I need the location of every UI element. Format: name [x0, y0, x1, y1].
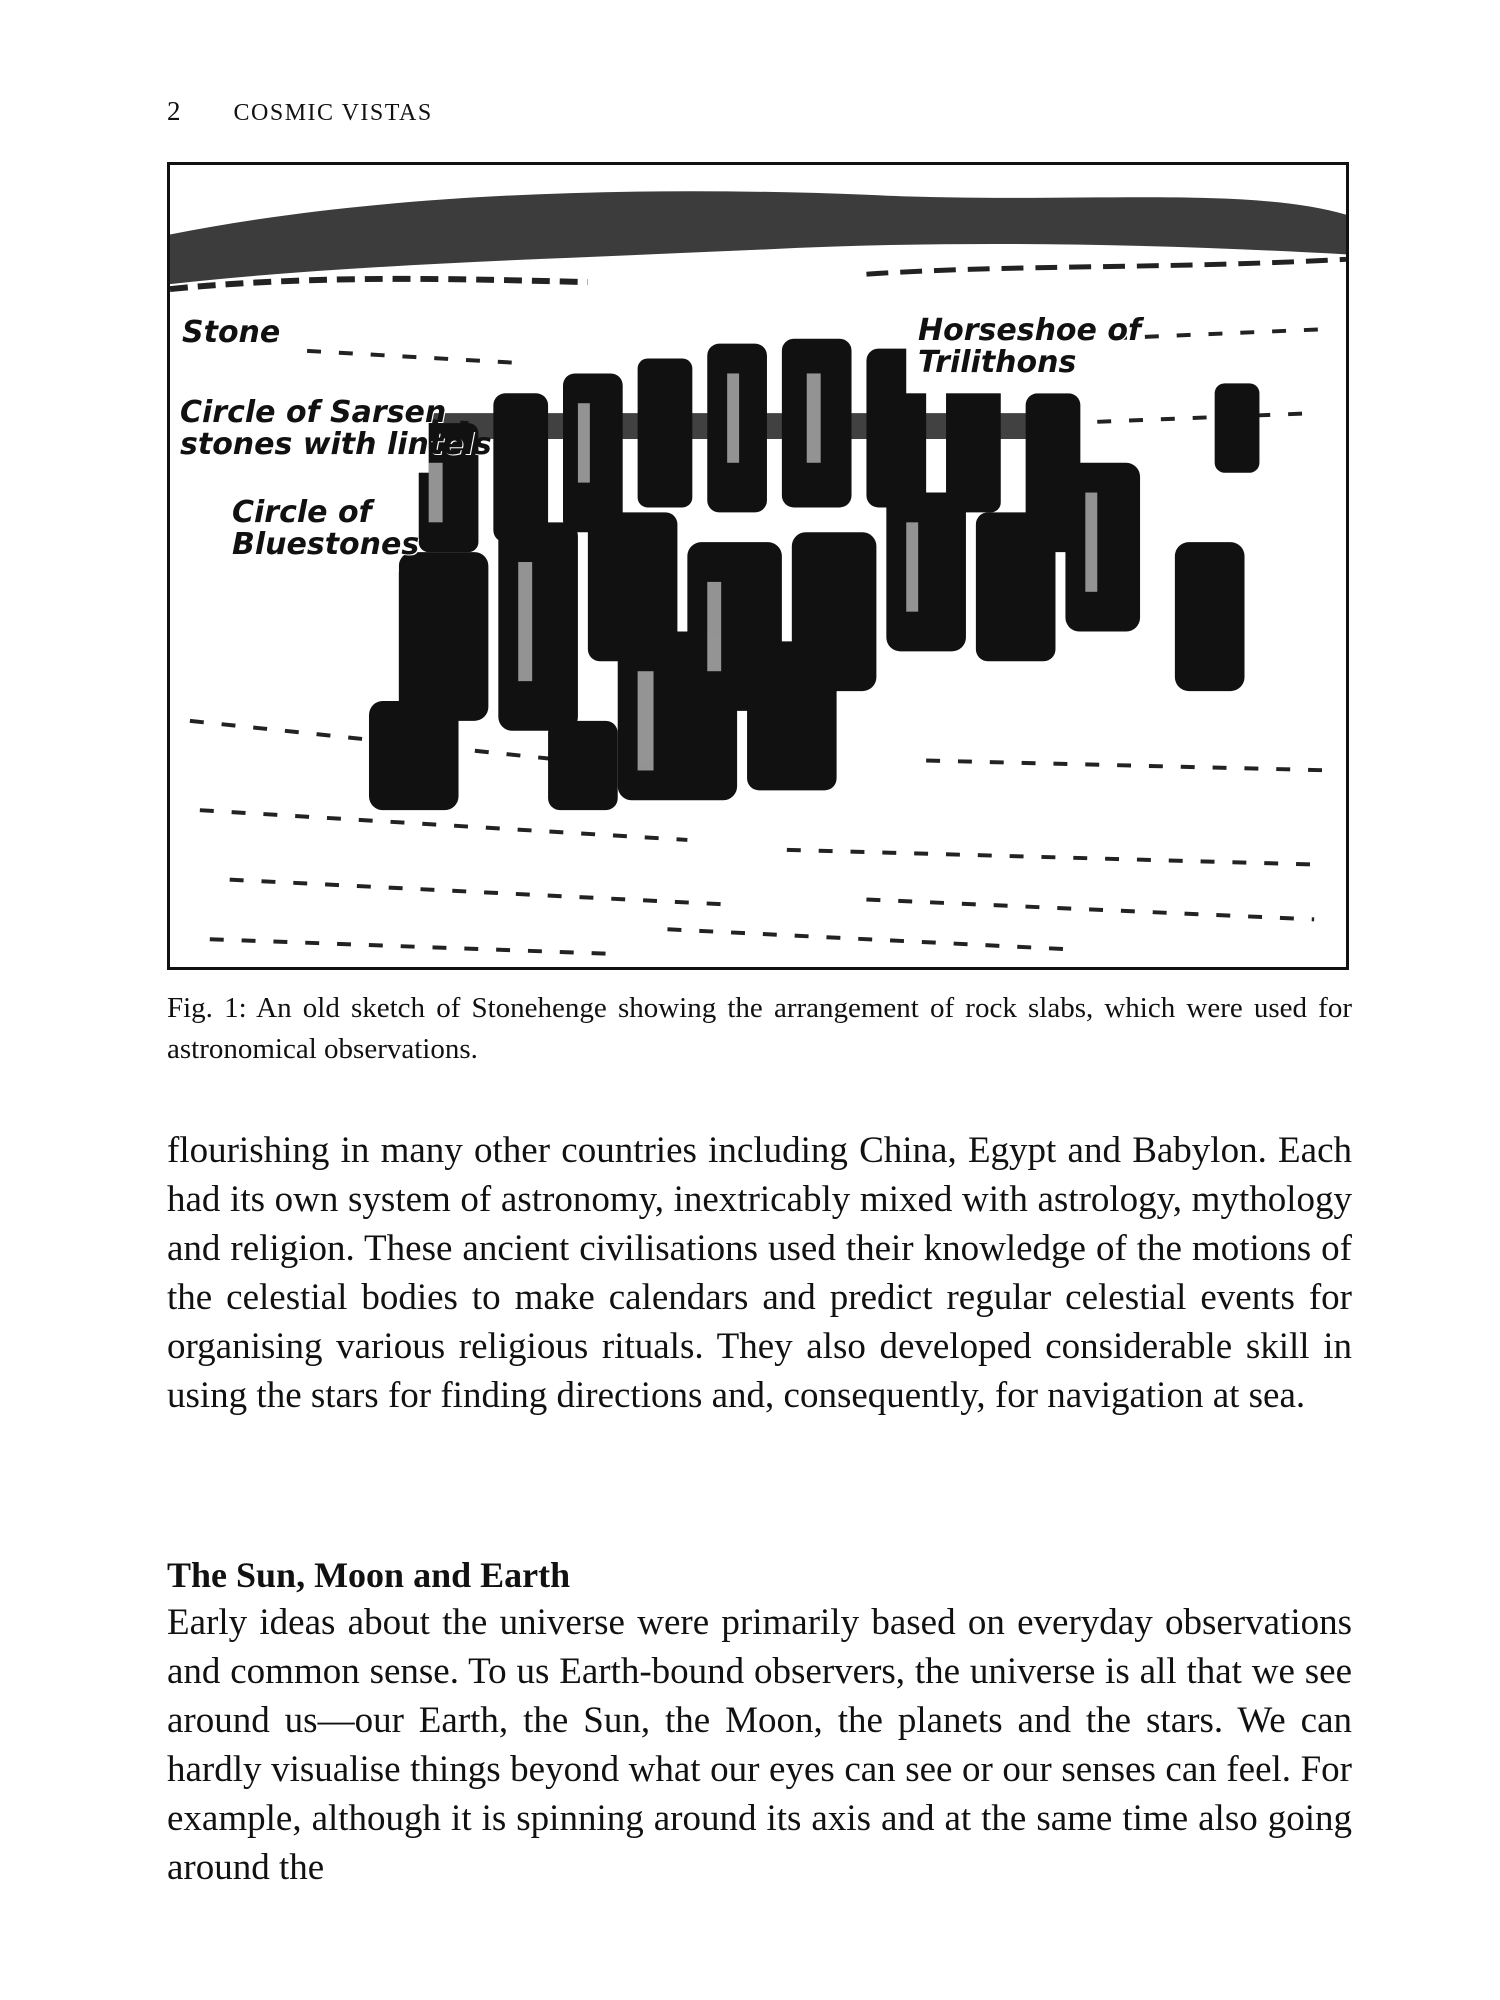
body-paragraph-2: Early ideas about the universe were primarily based on everyday observations and common sense. To us Earth-bound observers, the universe is all that we see around us—our Earth, the Sun, the Moon, the planets and the stars. We can hardly visualise things beyond what our eyes can see or our senses can feel. For example, although it is spinning around its axis and at the same time also going around the	[167, 1602, 1352, 1888]
page-number: 2	[167, 96, 182, 126]
label-horseshoe-of-trilithons: Horseshoe of Trilithons	[918, 313, 1141, 380]
label-circle-of-sarsen-stones: Circle of Sarsen stones with lintels	[180, 395, 492, 462]
label-stone: Stone	[182, 315, 281, 350]
stonehenge-sketch	[170, 165, 1346, 967]
section-heading: The Sun, Moon and Earth	[167, 1555, 571, 1595]
running-head	[167, 96, 433, 127]
figure-caption: Fig. 1: An old sketch of Stonehenge showing the arrangement of rock slabs, which were used for astronomical observations.	[167, 992, 1352, 1065]
label-circle-of-bluestones: Circle of Bluestones	[232, 495, 420, 562]
running-title: COSMIC VISTAS	[233, 100, 433, 126]
stonehenge-sketch-figure	[167, 162, 1349, 970]
body-paragraph-1: flourishing in many other countries including China, Egypt and Babylon. Each had its own system of astronomy, inextricably mixed with astrology, mythology and religion. These ancient civilisations used their knowledge of the motions of the celestial bodies to make calendars and predict regular celestial events for organising various religious rituals. They also developed considerable skill in using the stars for finding directions and, consequently, for navigation at sea.	[167, 1130, 1352, 1416]
